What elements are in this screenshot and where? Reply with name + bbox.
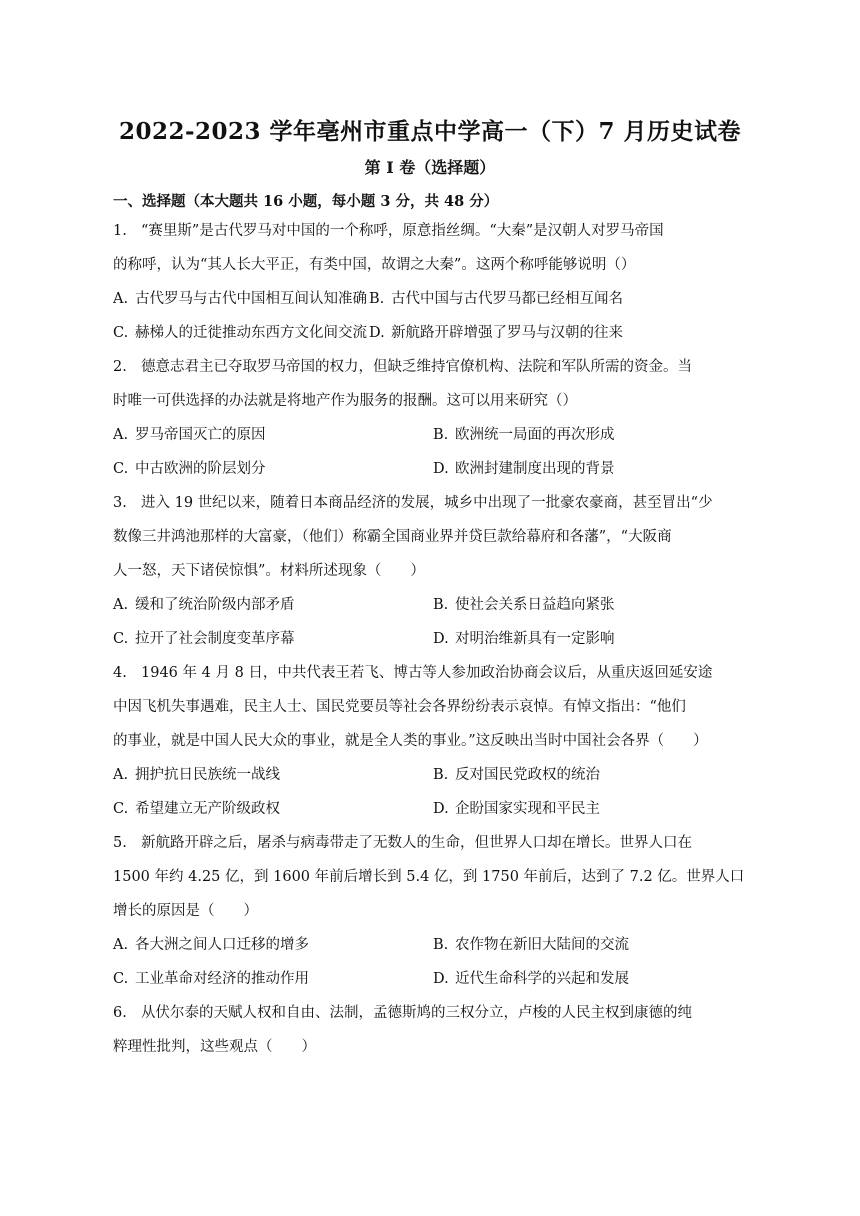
option-letter: A.: [113, 291, 129, 307]
question-number: 4.: [113, 665, 127, 681]
question-5: [113, 826, 753, 996]
option-a[interactable]: [113, 928, 433, 962]
exam-title: 2022-2023 学年亳州市重点中学高一（下）7 月历史试卷: [118, 118, 742, 145]
option-list: [113, 418, 753, 486]
option-text: 古代中国与古代罗马都已经相互闻名: [391, 291, 623, 307]
option-letter: C.: [113, 801, 129, 817]
option-text: 缓和了统治阶级内部矛盾: [135, 597, 295, 613]
option-c[interactable]: [113, 452, 433, 486]
option-text: 近代生命科学的兴起和发展: [455, 971, 629, 987]
option-d[interactable]: [433, 792, 753, 826]
option-c[interactable]: [113, 622, 433, 656]
option-d[interactable]: [369, 316, 623, 350]
question-stem: [113, 350, 753, 384]
option-a[interactable]: [113, 418, 433, 452]
stem-line: 德意志君主已夺取罗马帝国的权力，但缺乏维持官僚机构、法院和军队所需的资金。当: [141, 359, 692, 375]
option-list: [113, 282, 753, 350]
option-c[interactable]: [113, 962, 433, 996]
question-stem: [113, 826, 753, 860]
stem-line: 时唯一可供选择的办法就是将地产作为服务的报酬。这可以用来研究（）: [113, 393, 577, 409]
question-1: [113, 214, 753, 350]
option-letter: C.: [113, 971, 129, 987]
option-text: 罗马帝国灭亡的原因: [135, 427, 266, 443]
question-number: 6.: [113, 1005, 127, 1021]
question-stem: [113, 996, 753, 1030]
question-2: [113, 350, 753, 486]
option-letter: B.: [433, 427, 449, 443]
option-text: 对明治维新具有一定影响: [455, 631, 615, 647]
option-list: [113, 758, 753, 826]
option-letter: C.: [113, 631, 129, 647]
option-letter: C.: [113, 461, 129, 477]
option-text: 各大洲之间人口迁移的增多: [135, 937, 309, 953]
option-b[interactable]: [433, 928, 753, 962]
stem-line: 增长的原因是（ ）: [113, 903, 258, 919]
option-list: [113, 588, 753, 656]
option-a[interactable]: [113, 758, 433, 792]
stem-line: 1500 年约 4.25 亿，到 1600 年前后增长到 5.4 亿，到 1750 年前后，达到了 7.2 亿。世界人口: [113, 869, 745, 885]
option-a[interactable]: [113, 588, 433, 622]
question-stem: [113, 214, 753, 248]
option-letter: C.: [113, 325, 129, 341]
stem-line: 粹理性批判，这些观点（ ）: [113, 1039, 316, 1055]
option-letter: D.: [369, 325, 385, 341]
option-b[interactable]: [433, 418, 753, 452]
stem-line: 中因飞机失事遇难，民主人士、国民党要员等社会各界纷纷表示哀悼。有悼文指出：“他们: [113, 699, 686, 715]
option-letter: B.: [433, 597, 449, 613]
option-letter: A.: [113, 937, 129, 953]
option-letter: A.: [113, 597, 129, 613]
stem-line: 1946 年 4 月 8 日，中共代表王若飞、博古等人参加政治协商会议后，从重庆返回延安途: [141, 665, 713, 681]
option-letter: A.: [113, 767, 129, 783]
option-text: 古代罗马与古代中国相互间认知准确: [135, 291, 367, 307]
question-number: 2.: [113, 359, 127, 375]
option-d[interactable]: [433, 962, 753, 996]
option-letter: D.: [433, 461, 449, 477]
option-text: 欧洲统一局面的再次形成: [455, 427, 615, 443]
option-text: 希望建立无产阶级政权: [135, 801, 280, 817]
stem-line: “赛里斯”是古代罗马对中国的一个称呼，原意指丝绸。“大秦”是汉朝人对罗马帝国: [141, 223, 664, 239]
option-letter: B.: [433, 937, 449, 953]
option-d[interactable]: [433, 452, 753, 486]
option-text: 工业革命对经济的推动作用: [135, 971, 309, 987]
stem-line: 进入 19 世纪以来，随着日本商品经济的发展，城乡中出现了一批豪农豪商，甚至冒出“少: [141, 495, 713, 511]
question-stem: [113, 486, 753, 520]
option-letter: B.: [369, 291, 385, 307]
option-text: 企盼国家实现和平民主: [455, 801, 600, 817]
stem-line: 新航路开辟之后，屠杀与病毒带走了无数人的生命，但世界人口却在增长。世界人口在: [141, 835, 692, 851]
option-b[interactable]: [433, 588, 753, 622]
option-text: 使社会关系日益趋向紧张: [455, 597, 615, 613]
option-c[interactable]: [113, 792, 433, 826]
option-text: 农作物在新旧大陆间的交流: [455, 937, 629, 953]
stem-line: 人一怒，天下诸侯惊惧”。材料所述现象（ ）: [113, 563, 425, 579]
option-text: 欧洲封建制度出现的背景: [455, 461, 615, 477]
option-text: 新航路开辟增强了罗马与汉朝的往来: [391, 325, 623, 341]
option-b[interactable]: [433, 758, 753, 792]
option-text: 反对国民党政权的统治: [455, 767, 600, 783]
option-letter: B.: [433, 767, 449, 783]
question-number: 1.: [113, 223, 127, 239]
option-d[interactable]: [433, 622, 753, 656]
option-letter: D.: [433, 631, 449, 647]
question-6: [113, 996, 753, 1064]
option-letter: D.: [433, 971, 449, 987]
stem-line: 数像三井鸿池那样的大富豪，（他们）称霸全国商业界并贷巨款给幕府和各藩”，“大阪商: [113, 529, 672, 545]
option-list: [113, 928, 753, 996]
option-text: 拥护抗日民族统一战线: [135, 767, 280, 783]
option-text: 中古欧洲的阶层划分: [135, 461, 266, 477]
question-number: 3.: [113, 495, 127, 511]
question-4: [113, 656, 753, 826]
option-text: 赫梯人的迁徙推动东西方文化间交流: [135, 325, 367, 341]
question-list: [113, 214, 753, 1064]
option-a[interactable]: [113, 282, 369, 316]
volume-heading: 第 I 卷（选择题）: [364, 158, 496, 177]
question-3: [113, 486, 753, 656]
stem-line: 的称呼，认为“其人长大平正，有类中国，故谓之大秦”。这两个称呼能够说明（）: [113, 257, 636, 273]
stem-line: 的事业，就是中国人民大众的事业，就是全人类的事业。”这反映出当时中国社会各界（ ）: [113, 733, 708, 749]
option-c[interactable]: [113, 316, 369, 350]
question-stem: [113, 656, 753, 690]
option-letter: D.: [433, 801, 449, 817]
option-text: 拉开了社会制度变革序幕: [135, 631, 295, 647]
question-number: 5.: [113, 835, 127, 851]
section-heading: 一、选择题（本大题共 16 小题，每小题 3 分，共 48 分）: [113, 193, 499, 210]
option-b[interactable]: [369, 282, 623, 316]
option-letter: A.: [113, 427, 129, 443]
stem-line: 从伏尔泰的天赋人权和自由、法制，孟德斯鸠的三权分立，卢梭的人民主权到康德的纯: [141, 1005, 692, 1021]
